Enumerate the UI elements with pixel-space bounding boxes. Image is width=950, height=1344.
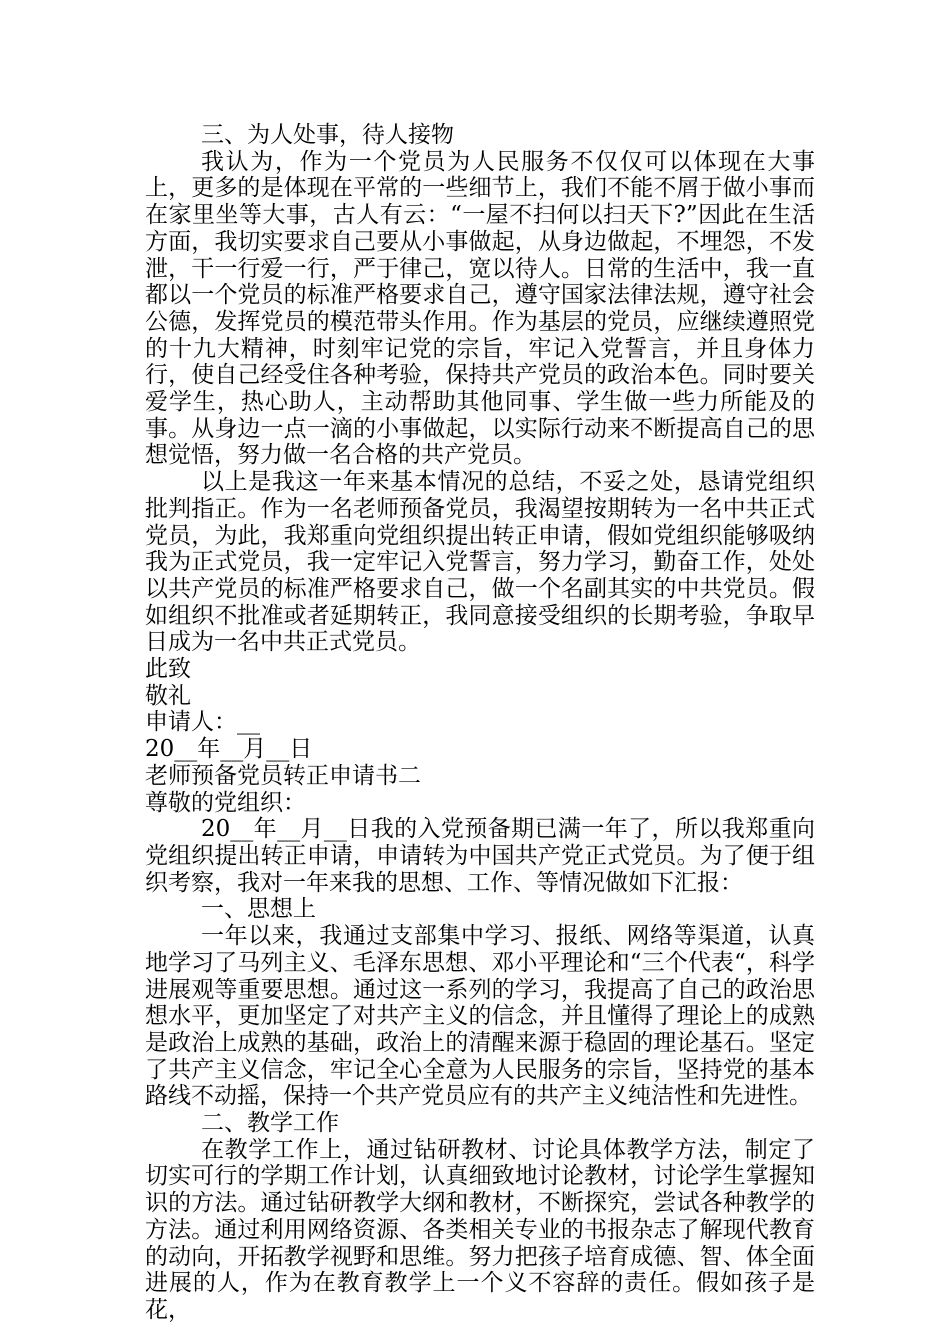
closing-line-1: 此致 [145,656,191,683]
section2-paragraph: 在教学工作上，通过钻研教材、讨论具体教学方法，制定了切实可行的学期工作计划，认真细致地讨论教材，讨论学生掌握知识的方法。通过钻研教学大纲和教材，不断探究，尝试各种教学的方法。通过利用网络资源、各类相关专业的书报杂志了解现代教育的动向，开拓教学视野和思维。努力把孩子培育成德、智、体全面进展的人，作为在教育教学上一个义不容辞的责任。假如孩子是花， [145,1136,815,1323]
letter2-title: 老师预备党员转正申请书二 [145,762,421,789]
salutation: 尊敬的党组织： [145,789,306,816]
section1-paragraph: 一年以来，我通过支部集中学习、报纸、网络等渠道，认真地学习了马列主义、毛泽东思想、邓小平理论和“三个代表“，科学进展观等重要思想。通过这一系列的学习，我提高了自己的政治思想水平，更加坚定了对共产主义的信念，并且懂得了理论上的成熟是政治上成熟的基础，政治上的清醒来源于稳固的理论基石。坚定了共产主义信念，牢记全心全意为人民服务的宗旨，坚持党的基本路线不动摇，保持一个共产党员应有的共产主义纯洁性和先进性。 [145,923,815,1110]
document-body [145,122,815,1324]
section3-heading: 三、为人处事，待人接物 [201,122,454,148]
date-line: 20__年__月__日 [145,736,313,763]
section3-paragraph: 我认为，作为一个党员为人民服务不仅仅可以体现在大事上，更多的是体现在平常的一些细节上，我们不能不屑于做小事而在家里坐等大事，古人有云：“一屋不扫何以扫天下?”因此在生活方面，我切实要求自己要从小事做起，从身边做起，不埋怨，不发泄，干一行爱一行，严于律己，宽以待人。日常的生活中，我一直都以一个党员的标准严格要求自己，遵守国家法律法规，遵守社会公德，发挥党员的模范带头作用。作为基层的党员，应继续遵照党的十九大精神，时刻牢记党的宗旨，牢记入党誓言，并且身体力行，使自己经受住各种考验，保持共产党员的政治本色。同时要关爱学生，热心助人，主动帮助其他同事、学生做一些力所能及的事。从身边一点一滴的小事做起，以实际行动来不断提高自己的思想觉悟，努力做一名合格的共产党员。 [145,148,815,469]
section2-heading: 二、教学工作 [201,1110,339,1137]
letter2-intro-paragraph: 20__年__月__日我的入党预备期已满一年了，所以我郑重向党组织提出转正申请，申请转为中国共产党正式党员。为了便于组织考察，我对一年来我的思想、工作、等情况做如下汇报： [145,816,815,896]
section1-heading: 一、思想上 [201,896,316,923]
summary-paragraph: 以上是我这一年来基本情况的总结，不妥之处，恳请党组织批判指正。作为一名老师预备党员，我渴望按期转为一名中共正式党员，为此，我郑重向党组织提出转正申请，假如党组织能够吸纳我为正式党员，我一定牢记入党誓言，努力学习，勤奋工作，处处以共产党员的标准严格要求自己，做一个名副其实的中共党员。假如组织不批准或者延期转正，我同意接受组织的长期考验，争取早日成为一名中共正式党员。 [145,469,815,656]
applicant-line: 申请人：__ [145,709,260,736]
closing-line-2: 敬礼 [145,682,191,709]
